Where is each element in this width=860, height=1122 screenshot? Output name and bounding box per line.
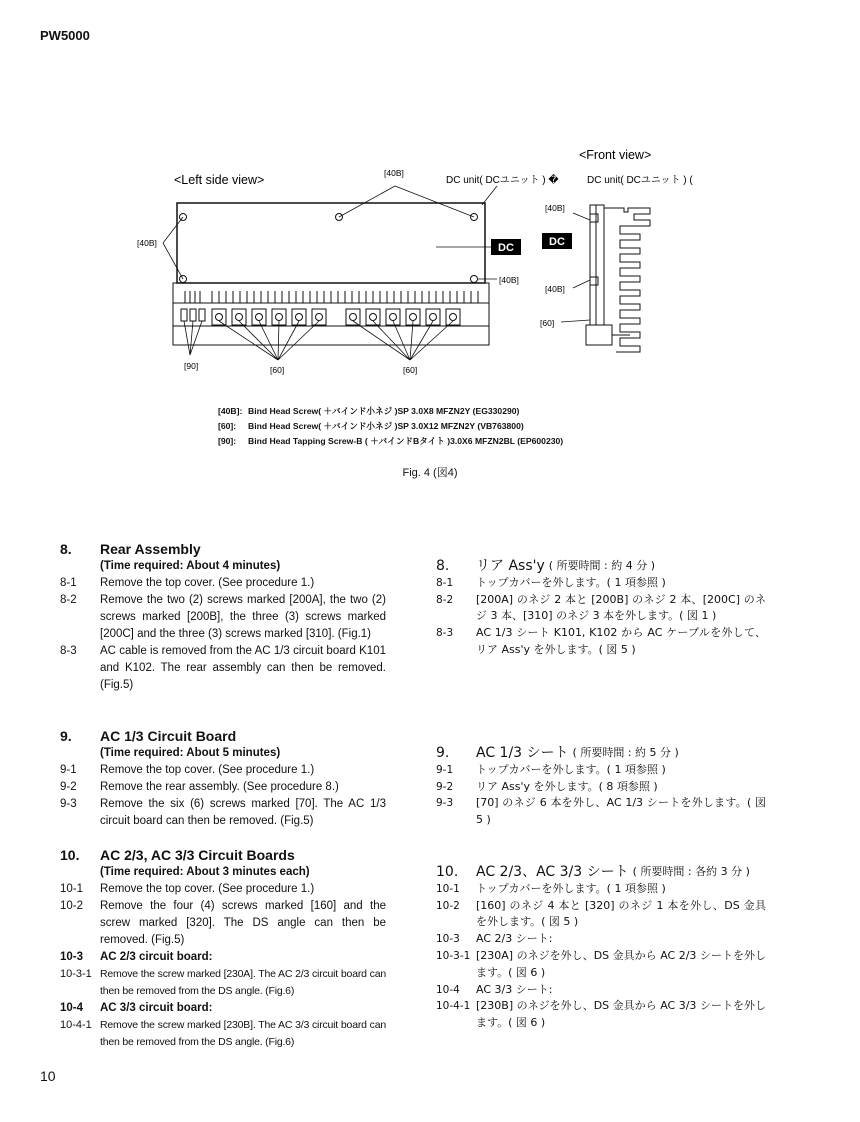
- label-60-front: [60]: [540, 318, 555, 328]
- section-10-en: 10. AC 2/3, AC 3/3 Circuit Boards (Time required: About 3 minutes each) 10-1 Remove the top cover. (See procedure 1.) 10-2 Remove the four (4) screws marked [160] and the screw marked [320]. The DS angle can then be removed. (Fig.5) 10-3 AC 2/3 circuit board: 10-3-1 Remove the screw marked [230A]. The AC 2/3 circuit board can then be removed from the DS angle. (Fig.6) 10-4 AC 3/3 circuit board: 10-4-1 Remove the screw marked [230B]. The AC 3/3 circuit board can then be removed from the DS angle. (Fig.6): [60, 847, 386, 1048]
- label-40b-front-top: [40B]: [545, 203, 565, 213]
- section-8-en: 8. Rear Assembly (Time required: About 4 minutes) 8-1 Remove the top cover. (See procedure 1.) 8-2 Remove the two (2) screws marked [200A], the two (2) screws marked [200B], the three (3) screws marked [200C] and the three (3) screws marked [310]. (Fig.1) 8-3 AC cable is removed from the AC 1/3 circuit board K101 and K102. The rear assembly can then be removed. (Fig.5): [60, 541, 386, 691]
- legend-row: [40B]: Bind Head Screw( ＋バインド小ネジ )SP 3.0X8 MFZN2Y (EG330290): [218, 406, 520, 416]
- model-name: PW5000: [40, 28, 90, 43]
- fin-ticks: [185, 291, 478, 303]
- dc-unit-label-2: DC unit( DCユニット ) (: [587, 175, 693, 186]
- screw-blocks-60: [212, 309, 460, 325]
- figure-caption: Fig. 4 (図4): [402, 467, 458, 479]
- screws-90: [181, 309, 205, 321]
- legend-row: [90]: Bind Head Tapping Screw-B ( ＋バインドBタイト )3.0X6 MFZN2BL (EP600230): [218, 436, 564, 446]
- figure-4-diagram: [0, 140, 860, 380]
- front-view-heatsink: [586, 205, 650, 352]
- label-40b-right: [40B]: [499, 275, 519, 285]
- legend-row: [60]: Bind Head Screw( ＋バインド小ネジ )SP 3.0X12 MFZN2Y (VB763800): [218, 421, 524, 431]
- chassis-outline: [177, 203, 485, 283]
- label-40b-left: [40B]: [137, 238, 157, 248]
- label-40b-front-bottom: [40B]: [545, 284, 565, 294]
- label-40b-top: [40B]: [384, 168, 404, 178]
- left-view-label: <Left side view>: [174, 173, 265, 187]
- label-60-left: [60]: [270, 365, 285, 375]
- screws-40b: [180, 214, 478, 283]
- section-9-en: 9. AC 1/3 Circuit Board (Time required: About 5 minutes) 9-1 Remove the top cover. (See procedure 1.) 9-2 Remove the rear assembly. (See procedure 8.) 9-3 Remove the six (6) screws marked [70]. The AC 1/3 circuit board can then be removed. (Fig.5): [60, 728, 386, 827]
- leader-lines: [163, 186, 590, 360]
- section-8-ja: 8. リア Ass'y ( 所要時間 : 約 4 分 ) 8-1 トップカバーを外します。( 1 項参照 ) 8-2 [200A] のネジ 2 本と [200B] のネジ 2 本、[200C] のネジ 3 本、[310] のネジ 3 本を外します。( 図 1 ) 8-3 AC 1/3 シート K101, K102 から AC ケーブルを外して、リア Ass'y を外します。( 図 5 ): [436, 558, 766, 656]
- label-90: [90]: [184, 361, 199, 371]
- front-view-label: <Front view>: [579, 148, 652, 162]
- dc-badge-left-text: DC: [498, 242, 514, 254]
- page-number: 10: [40, 1068, 56, 1084]
- dc-badge-front-text: DC: [549, 236, 565, 248]
- dc-unit-label-1: DC unit( DCユニット ) �: [446, 175, 559, 186]
- section-10-ja: 10. AC 2/3、AC 3/3 シート ( 所要時間 : 各約 3 分 ) 10-1 トップカバーを外します。( 1 項参照 ) 10-2 [160] のネジ 4 本と [320] のネジ 1 本を外し、DS 金具を外します。( 図 5 ) 10-3 AC 2/3 シート: 10-3-1 [230A] のネジを外し、DS 金具から AC 2/3 シートを外します。( 図 6 ) 10-4 AC 3/3 シート: 10-4-1 [230B] のネジを外し、DS 金具から AC 3/3 シートを外します。( 図 6 ): [436, 864, 766, 1030]
- label-60-right: [60]: [403, 365, 418, 375]
- section-9-ja: 9. AC 1/3 シート ( 所要時間 : 約 5 分 ) 9-1 トップカバーを外します。( 1 項参照 ) 9-2 リア Ass'y を外します。( 8 項参照 ) 9-3 [70] のネジ 6 本を外し、AC 1/3 シートを外します。( 図 5 ): [436, 745, 766, 827]
